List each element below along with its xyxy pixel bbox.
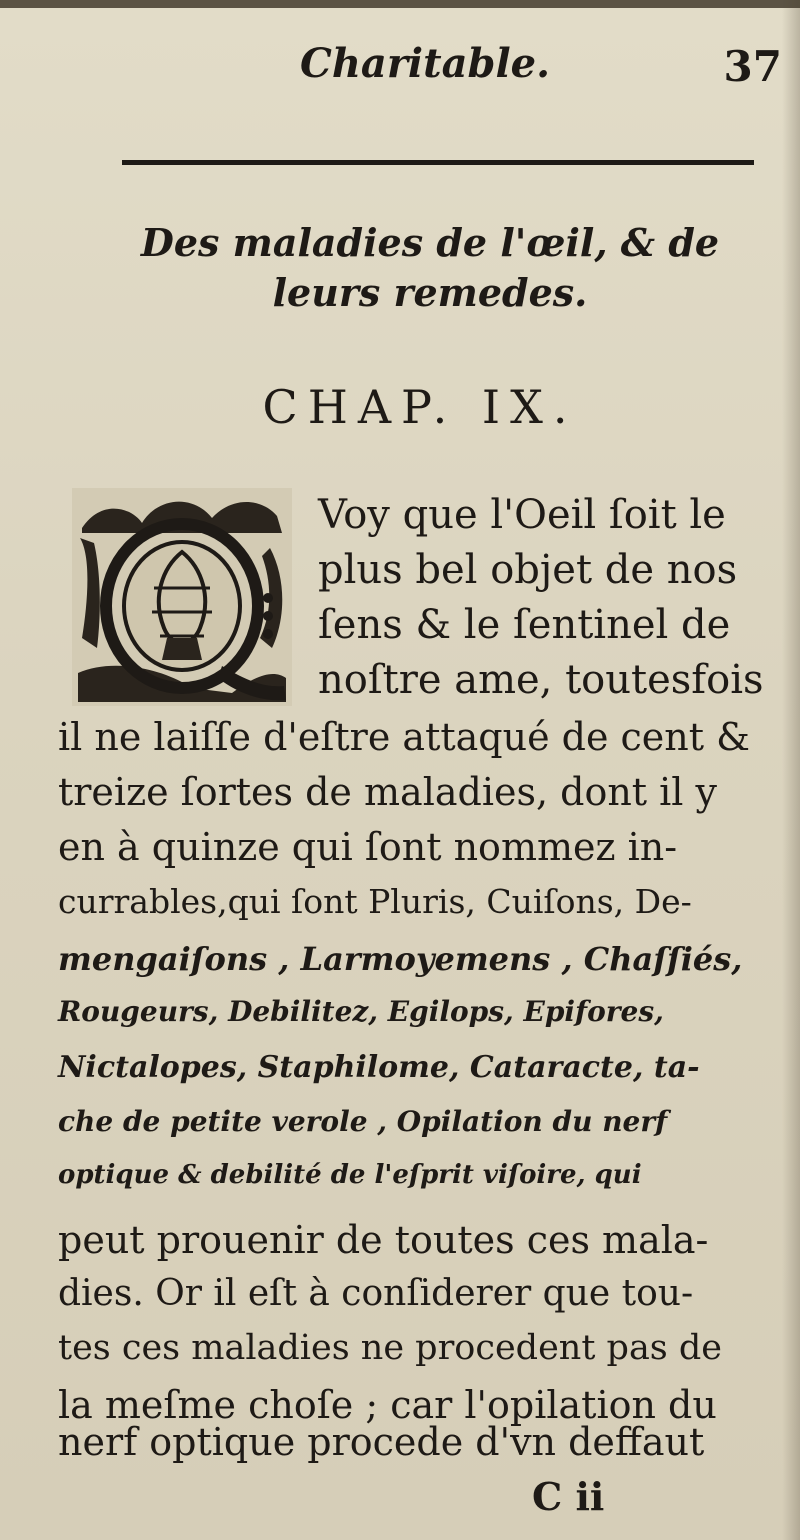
running-title: Charitable.	[300, 40, 551, 87]
decorated-initial-q-icon	[72, 488, 292, 706]
body-line: currables,qui ſont Pluris, Cuiſons, De-	[58, 882, 692, 921]
signature-mark: C ii	[532, 1474, 605, 1519]
body-line: treize ſortes de maladies, dont il y	[58, 770, 718, 814]
page-top-edge	[0, 0, 800, 8]
page-edge-shadow	[782, 0, 800, 1540]
section-title-line-2: leurs remedes.	[272, 270, 588, 315]
body-line: ſens & le ſentinel de	[318, 602, 731, 648]
body-line: tes ces maladies ne procedent pas de	[58, 1328, 723, 1368]
section-title-line-1: Des maladies de l'œil, & de	[140, 220, 720, 265]
body-line: plus bel objet de nos	[318, 547, 738, 593]
body-line: Voy que l'Oeil ſoit le	[318, 492, 726, 538]
header-rule	[122, 160, 754, 165]
body-line: dies. Or il eſt à conſiderer que tou-	[58, 1273, 694, 1314]
body-line: la meſme choſe ; car l'opilation du	[58, 1383, 717, 1427]
chapter-heading: CHAP. IX.	[262, 380, 578, 434]
body-line: Nictalopes, Staphilome, Cataracte, ta-	[58, 1050, 700, 1085]
body-line: noſtre ame, toutesfois	[318, 657, 764, 703]
body-line: il ne laiſſe d'eſtre attaqué de cent &	[58, 715, 750, 759]
page-number: 37	[723, 42, 782, 91]
body-line: optique & debilité de l'eſprit viſoire, qui	[58, 1160, 642, 1190]
body-line: Rougeurs, Debilitez, Egilops, Epifores,	[58, 995, 664, 1028]
body-line: mengaiſons , Larmoyemens , Chaſſiés,	[58, 940, 743, 978]
body-line: en à quinze qui ſont nommez in-	[58, 825, 678, 869]
body-line: nerf optique procede d'vn deffaut	[58, 1420, 705, 1464]
body-line: peut prouenir de toutes ces mala-	[58, 1218, 709, 1262]
body-line: che de petite verole , Opilation du nerf	[58, 1105, 668, 1138]
